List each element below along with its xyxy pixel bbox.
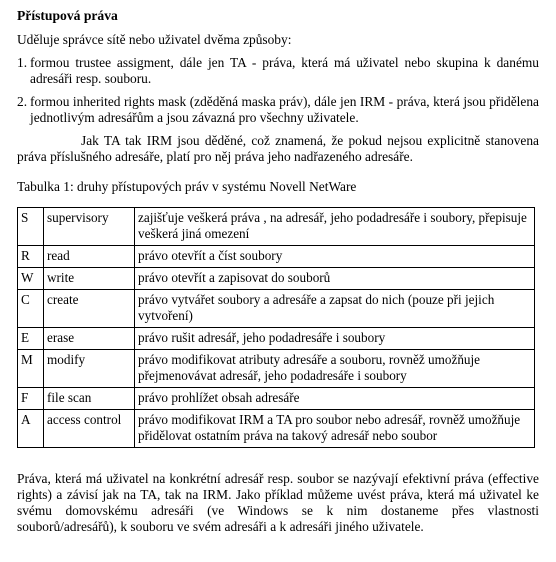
list-number: 1. (17, 55, 28, 70)
inheritance-paragraph: Jak TA tak IRM jsou děděné, což znamená, že pokud nejsou explicitně stanovena práva příslušného adresáře, platí pro něj práva jeho nadřazeného adresáře. (17, 133, 539, 164)
right-code: A (18, 410, 44, 448)
right-code: F (18, 388, 44, 410)
right-code: M (18, 350, 44, 388)
table-row (18, 410, 535, 448)
right-name: create (44, 290, 135, 328)
list-text: formou inherited rights mask (zděděná maska práv), dále jen IRM - práva, která jsou přidělena jednotlivým adresářům a jsou závazná pro všechny uživatele. (30, 94, 539, 125)
right-code: E (18, 328, 44, 350)
section-heading: Přístupová práva (17, 8, 118, 23)
closing-paragraph: Práva, která má uživatel na konkrétní adresář resp. soubor se nazývají efektivní práva (effective rights) a závisí jak na TA, tak na IRM. Jako příklad můžeme uvést práva, která má uživatel ke svému domovskému adresáři (ve Windows se k nim dostaneme přes vlastnosti souborů/adresářů), k souboru ve svém adresáři a k adresáři jiného uživatele. (17, 471, 539, 534)
right-name: supervisory (44, 208, 135, 246)
intro-text: Uděluje správce sítě nebo uživatel dvěma způsoby: (17, 32, 292, 47)
table-caption: Tabulka 1: druhy přístupových práv v systému Novell NetWare (17, 179, 357, 194)
right-description: právo modifikovat IRM a TA pro soubor nebo adresář, rovněž umožňuje přidělovat ostatním práva na takový adresář nebo soubor (135, 410, 535, 448)
rights-table (17, 207, 535, 448)
list-item (17, 55, 539, 87)
table-row (18, 350, 535, 388)
table-row (18, 208, 535, 246)
table-row (18, 246, 535, 268)
table-row (18, 268, 535, 290)
right-description: právo otevřít a číst soubory (135, 246, 535, 268)
list-text: formou trustee assigment, dále jen TA - práva, která má uživatel nebo skupina k danému adresáři resp. souboru. (30, 55, 539, 86)
right-description: zajišťuje veškerá práva , na adresář, jeho podadresáře i soubory, přepisuje veškerá jiná omezení (135, 208, 535, 246)
right-description: právo modifikovat atributy adresáře a souboru, rovněž umožňuje přejmenovávat adresář, jeho podadresáře i soubory (135, 350, 535, 388)
right-code: R (18, 246, 44, 268)
list-number: 2. (17, 94, 28, 109)
right-name: write (44, 268, 135, 290)
right-description: právo otevřít a zapisovat do souborů (135, 268, 535, 290)
right-name: erase (44, 328, 135, 350)
right-code: S (18, 208, 44, 246)
right-code: W (18, 268, 44, 290)
list-item (17, 94, 539, 126)
right-name: access control (44, 410, 135, 448)
right-description: právo vytvářet soubory a adresáře a zapsat do nich (pouze při jejich vytvoření) (135, 290, 535, 328)
right-name: read (44, 246, 135, 268)
right-name: modify (44, 350, 135, 388)
table-row (18, 388, 535, 410)
right-description: právo prohlížet obsah adresáře (135, 388, 535, 410)
right-code: C (18, 290, 44, 328)
right-name: file scan (44, 388, 135, 410)
right-description: právo rušit adresář, jeho podadresáře i soubory (135, 328, 535, 350)
table-row (18, 328, 535, 350)
methods-list (17, 55, 539, 126)
table-row (18, 290, 535, 328)
document-page (17, 8, 539, 535)
